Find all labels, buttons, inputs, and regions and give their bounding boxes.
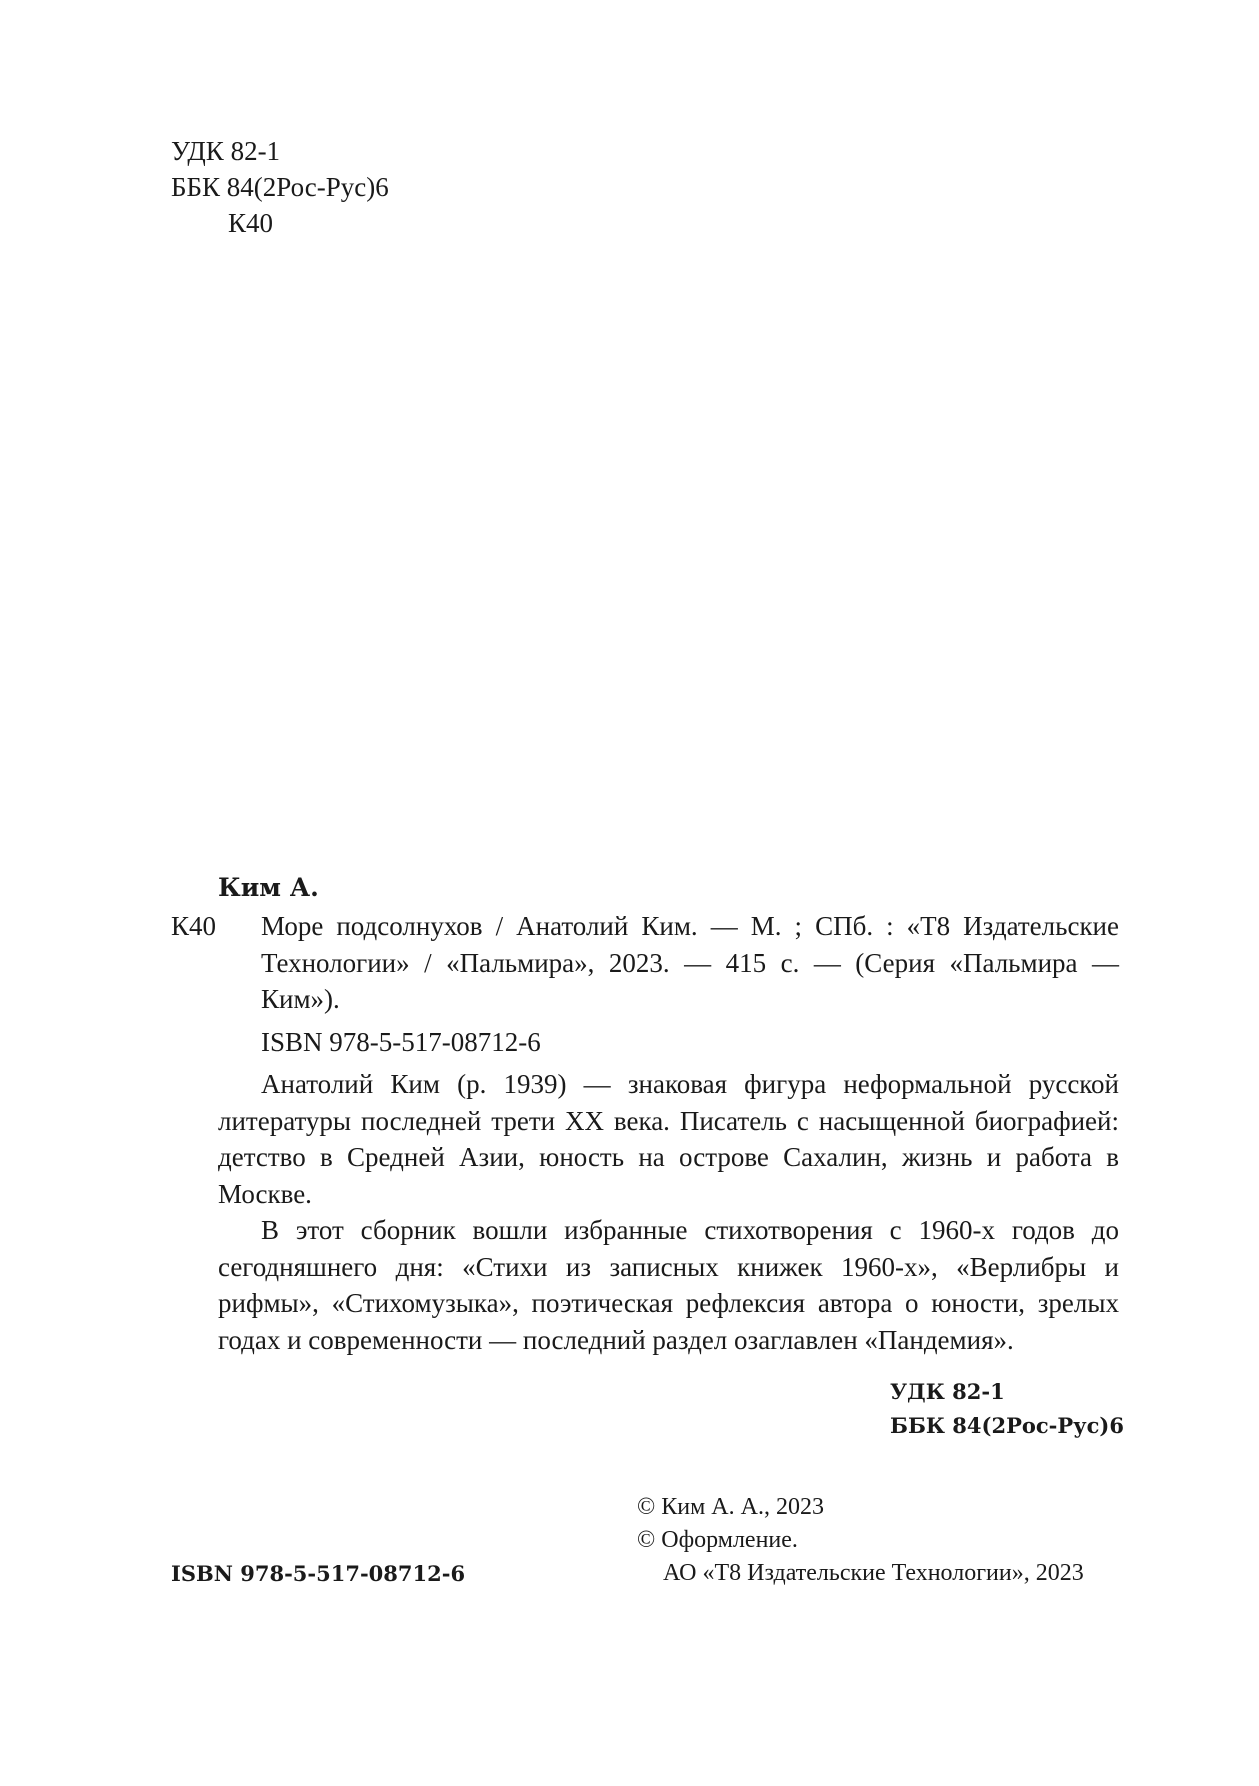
copyright-author: © Ким А. А., 2023 (637, 1494, 824, 1520)
bbk-code: ББК 84(2Рос-Рус)6 (890, 1413, 1124, 1438)
copyright-block (637, 1491, 1084, 1590)
author-heading: Ким А. (218, 873, 319, 902)
isbn-bottom: ISBN 978-5-517-08712-6 (171, 1561, 466, 1586)
bibliographic-description: Море подсолнухов / Анатолий Ким. — М. ; СПб. : «Т8 Издательские Технологии» / «Пальмира», 2023. — 415 с. — (Серия «Пальмира — Ким»). (261, 911, 1119, 1014)
isbn-line: ISBN 978-5-517-08712-6 (261, 1026, 541, 1057)
author-mark: К40 (171, 911, 217, 941)
copyright-design: © Оформление. (637, 1527, 798, 1553)
annotation-paragraph: Анатолий Ким (р. 1939) — знаковая фигура неформальной русской литературы последней трети XX века. Писатель с насыщенной биографией: детство в Средней Азии, юность на острове Сахалин, жизнь и работа в Москве. (218, 1069, 1119, 1209)
udk-code: УДК 82-1 (890, 1379, 1005, 1404)
bibliographic-entry (171, 908, 1119, 1018)
copyright-publisher: АО «Т8 Издательские Технологии», 2023 (663, 1560, 1084, 1586)
catalog-card (171, 868, 1119, 1358)
author-mark: К40 (228, 208, 274, 238)
bbk-code: ББК 84(2Рос-Рус)6 (171, 172, 389, 202)
bottom-classification-codes (890, 1375, 1124, 1443)
top-classification-codes (171, 133, 389, 241)
annotation-paragraph: В этот сборник вошли избранные стихотворения с 1960-х годов до сегодняшнего дня: «Стихи из записных книжек 1960-х», «Верлибры и рифмы», «Стихомузыка», поэтическая рефлексия автора о юности, зрелых годах и современности — последний раздел озаглавлен «Пандемия». (218, 1215, 1119, 1355)
udk-code: УДК 82-1 (171, 136, 281, 166)
